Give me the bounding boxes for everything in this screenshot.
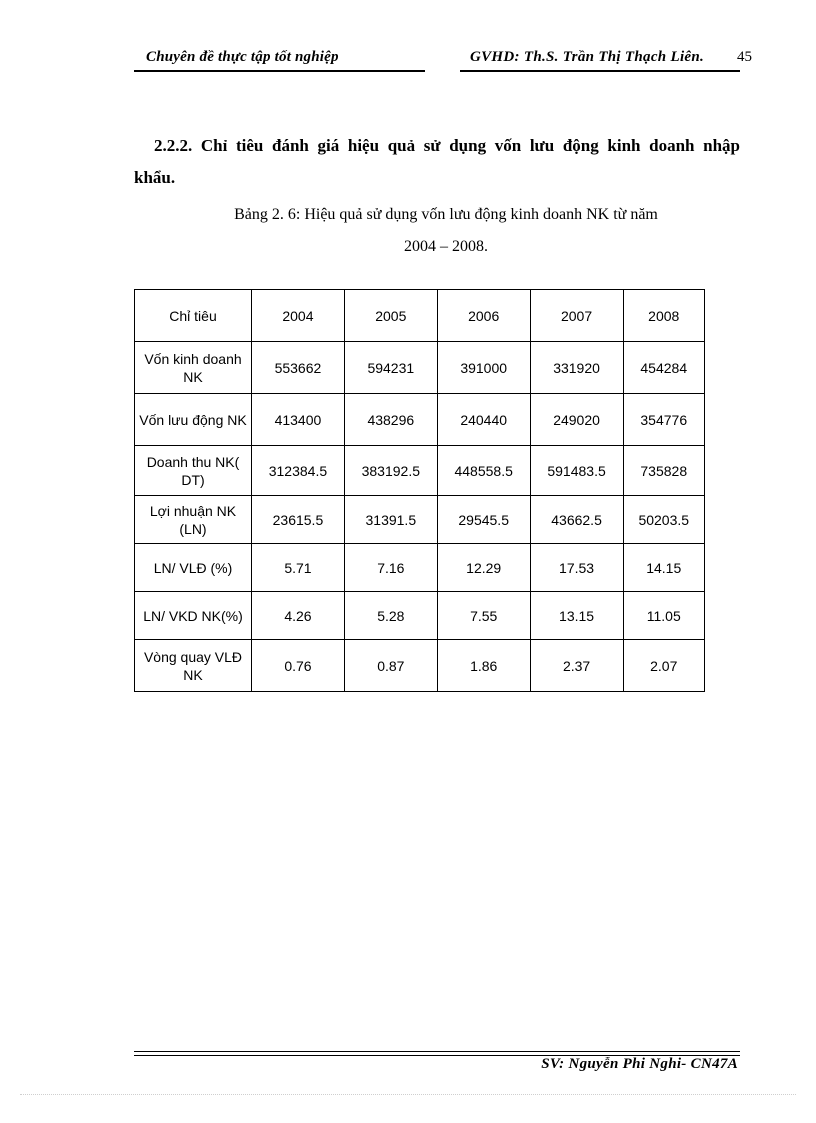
table-cell: 331920 — [530, 342, 623, 394]
table-cell: 14.15 — [623, 544, 705, 592]
table-header-row — [135, 290, 705, 342]
table-cell: 312384.5 — [252, 446, 345, 496]
row-label: Vốn kinh doanh NK — [135, 342, 252, 394]
table-cell: 17.53 — [530, 544, 623, 592]
row-label: LN/ VLĐ (%) — [135, 544, 252, 592]
table-cell: 13.15 — [530, 592, 623, 640]
table-cell: 4.26 — [252, 592, 345, 640]
footer-rule-top — [134, 1051, 740, 1052]
table-header-cell: Chỉ tiêu — [135, 290, 252, 342]
table-cell: 240440 — [437, 394, 530, 446]
footer-student: SV: Nguyễn Phi Nghi- CN47A — [541, 1056, 738, 1072]
table-cell: 5.71 — [252, 544, 345, 592]
table-cell: 43662.5 — [530, 496, 623, 544]
table-cell: 12.29 — [437, 544, 530, 592]
table-cell: 454284 — [623, 342, 705, 394]
table-header-cell: 2006 — [437, 290, 530, 342]
table-cell: 249020 — [530, 394, 623, 446]
table-cell: 23615.5 — [252, 496, 345, 544]
table-row — [135, 446, 705, 496]
table-row — [135, 592, 705, 640]
table-cell: 438296 — [344, 394, 437, 446]
table-caption-line1: Bảng 2. 6: Hiệu quả sử dụng vốn lưu động kinh doanh NK từ năm — [234, 206, 658, 223]
row-label: Doanh thu NK( DT) — [135, 446, 252, 496]
header-right-supervisor: GVHD: Th.S. Trần Thị Thạch Liên. — [470, 49, 705, 65]
row-label: Lợi nhuận NK (LN) — [135, 496, 252, 544]
table-cell: 11.05 — [623, 592, 705, 640]
table-cell: 594231 — [344, 342, 437, 394]
table-header-cell: 2005 — [344, 290, 437, 342]
page-bottom-dotted-edge — [20, 1094, 796, 1095]
table-cell: 7.55 — [437, 592, 530, 640]
table-cell: 0.87 — [344, 640, 437, 692]
table-cell: 50203.5 — [623, 496, 705, 544]
header-left-underline — [134, 70, 425, 72]
table-cell: 735828 — [623, 446, 705, 496]
table-row — [135, 496, 705, 544]
efficiency-table — [134, 289, 705, 692]
table-cell: 591483.5 — [530, 446, 623, 496]
table-cell: 2.07 — [623, 640, 705, 692]
table-header-cell: 2004 — [252, 290, 345, 342]
table-cell: 553662 — [252, 342, 345, 394]
header-left-title: Chuyên đề thực tập tốt nghiệp — [146, 49, 339, 65]
section-heading: 2.2.2. Chỉ tiêu đánh giá hiệu quả sử dụng vốn lưu động kinh doanh nhập khẩu. — [134, 136, 740, 187]
table-row — [135, 544, 705, 592]
page-number: 45 — [737, 49, 752, 65]
table-cell: 5.28 — [344, 592, 437, 640]
table-cell: 413400 — [252, 394, 345, 446]
table-row — [135, 342, 705, 394]
table-cell: 2.37 — [530, 640, 623, 692]
table-cell: 383192.5 — [344, 446, 437, 496]
table-cell: 31391.5 — [344, 496, 437, 544]
table-cell: 391000 — [437, 342, 530, 394]
table-header-cell: 2008 — [623, 290, 705, 342]
table-header-cell: 2007 — [530, 290, 623, 342]
table-cell: 0.76 — [252, 640, 345, 692]
table-row — [135, 394, 705, 446]
table-cell: 354776 — [623, 394, 705, 446]
row-label: Vòng quay VLĐ NK — [135, 640, 252, 692]
table-cell: 1.86 — [437, 640, 530, 692]
table-cell: 448558.5 — [437, 446, 530, 496]
table-caption — [134, 199, 758, 263]
row-label: LN/ VKD NK(%) — [135, 592, 252, 640]
table-caption-line2: 2004 – 2008. — [404, 238, 488, 255]
row-label: Vốn lưu động NK — [135, 394, 252, 446]
table-row — [135, 640, 705, 692]
header-right-underline — [460, 70, 740, 72]
table-cell: 7.16 — [344, 544, 437, 592]
table-cell: 29545.5 — [437, 496, 530, 544]
